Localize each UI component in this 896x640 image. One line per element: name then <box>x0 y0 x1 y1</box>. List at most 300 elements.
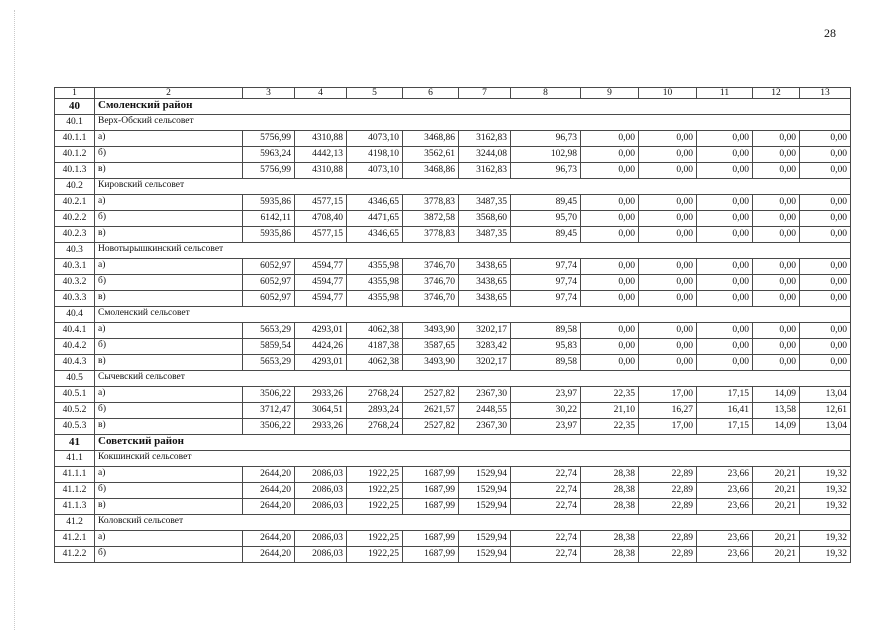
value-col-13: 0,00 <box>800 355 851 371</box>
row-code: 40.2.2 <box>55 211 95 227</box>
left-margin-rule <box>14 10 15 630</box>
column-header-9: 9 <box>581 88 639 99</box>
value-col-13: 0,00 <box>800 291 851 307</box>
council-code: 41.2 <box>55 515 95 531</box>
value-col-10: 22,89 <box>639 547 697 563</box>
value-col-8: 89,45 <box>511 227 581 243</box>
value-col-13: 0,00 <box>800 339 851 355</box>
row-label: а) <box>95 323 243 339</box>
value-col-4: 4310,88 <box>295 131 347 147</box>
value-col-12: 20,21 <box>753 547 800 563</box>
row-code: 41.2.1 <box>55 531 95 547</box>
value-col-5: 4355,98 <box>347 259 403 275</box>
value-col-8: 95,70 <box>511 211 581 227</box>
value-col-10: 0,00 <box>639 259 697 275</box>
table-row <box>55 195 851 211</box>
value-col-9: 22,35 <box>581 419 639 435</box>
value-col-7: 3438,65 <box>459 291 511 307</box>
value-col-4: 4594,77 <box>295 259 347 275</box>
district-row <box>55 99 851 115</box>
council-code: 40.5 <box>55 371 95 387</box>
table-row <box>55 483 851 499</box>
tariff-table-container <box>54 87 850 563</box>
value-col-4: 2933,26 <box>295 387 347 403</box>
value-col-5: 1922,25 <box>347 531 403 547</box>
value-col-5: 4062,38 <box>347 323 403 339</box>
value-col-13: 19,32 <box>800 547 851 563</box>
value-col-10: 22,89 <box>639 531 697 547</box>
value-col-12: 0,00 <box>753 163 800 179</box>
value-col-3: 5963,24 <box>243 147 295 163</box>
value-col-10: 0,00 <box>639 275 697 291</box>
value-col-5: 2768,24 <box>347 387 403 403</box>
council-code: 40.1 <box>55 115 95 131</box>
row-code: 41.1.3 <box>55 499 95 515</box>
value-col-7: 1529,94 <box>459 483 511 499</box>
value-col-9: 28,38 <box>581 483 639 499</box>
value-col-12: 20,21 <box>753 499 800 515</box>
row-code: 40.3.1 <box>55 259 95 275</box>
value-col-12: 13,58 <box>753 403 800 419</box>
row-label: а) <box>95 387 243 403</box>
value-col-9: 0,00 <box>581 291 639 307</box>
value-col-5: 4355,98 <box>347 291 403 307</box>
value-col-3: 5859,54 <box>243 339 295 355</box>
value-col-3: 6142,11 <box>243 211 295 227</box>
value-col-10: 0,00 <box>639 323 697 339</box>
value-col-6: 3493,90 <box>403 355 459 371</box>
row-code: 40.3.2 <box>55 275 95 291</box>
value-col-10: 0,00 <box>639 147 697 163</box>
column-header-1: 1 <box>55 88 95 99</box>
council-code: 40.4 <box>55 307 95 323</box>
table-row <box>55 355 851 371</box>
value-col-5: 1922,25 <box>347 467 403 483</box>
value-col-5: 4471,65 <box>347 211 403 227</box>
value-col-6: 1687,99 <box>403 531 459 547</box>
value-col-10: 0,00 <box>639 227 697 243</box>
value-col-13: 0,00 <box>800 211 851 227</box>
header-row <box>55 88 851 99</box>
row-code: 40.3.3 <box>55 291 95 307</box>
column-header-10: 10 <box>639 88 697 99</box>
table-body <box>55 88 851 563</box>
column-header-4: 4 <box>295 88 347 99</box>
value-col-8: 89,58 <box>511 323 581 339</box>
council-row <box>55 179 851 195</box>
value-col-9: 0,00 <box>581 227 639 243</box>
column-header-8: 8 <box>511 88 581 99</box>
tariff-table <box>54 87 851 563</box>
row-label: в) <box>95 227 243 243</box>
value-col-3: 3506,22 <box>243 419 295 435</box>
value-col-7: 3568,60 <box>459 211 511 227</box>
council-name: Верх-Обский сельсовет <box>95 115 851 131</box>
value-col-13: 13,04 <box>800 387 851 403</box>
value-col-6: 1687,99 <box>403 483 459 499</box>
value-col-9: 0,00 <box>581 275 639 291</box>
value-col-13: 0,00 <box>800 275 851 291</box>
value-col-3: 6052,97 <box>243 275 295 291</box>
table-row <box>55 467 851 483</box>
value-col-5: 4062,38 <box>347 355 403 371</box>
value-col-6: 2527,82 <box>403 419 459 435</box>
value-col-9: 0,00 <box>581 339 639 355</box>
value-col-12: 0,00 <box>753 259 800 275</box>
value-col-4: 4594,77 <box>295 291 347 307</box>
value-col-8: 97,74 <box>511 291 581 307</box>
value-col-4: 4424,26 <box>295 339 347 355</box>
value-col-7: 3487,35 <box>459 195 511 211</box>
value-col-9: 0,00 <box>581 211 639 227</box>
value-col-8: 22,74 <box>511 483 581 499</box>
value-col-10: 17,00 <box>639 419 697 435</box>
value-col-10: 0,00 <box>639 355 697 371</box>
value-col-3: 5756,99 <box>243 163 295 179</box>
value-col-13: 0,00 <box>800 323 851 339</box>
value-col-7: 2367,30 <box>459 387 511 403</box>
value-col-10: 17,00 <box>639 387 697 403</box>
value-col-10: 0,00 <box>639 131 697 147</box>
value-col-12: 20,21 <box>753 483 800 499</box>
value-col-11: 0,00 <box>697 339 753 355</box>
value-col-3: 3712,47 <box>243 403 295 419</box>
table-row <box>55 419 851 435</box>
value-col-11: 0,00 <box>697 291 753 307</box>
value-col-13: 0,00 <box>800 259 851 275</box>
value-col-4: 3064,51 <box>295 403 347 419</box>
value-col-13: 0,00 <box>800 163 851 179</box>
value-col-7: 3244,08 <box>459 147 511 163</box>
value-col-11: 0,00 <box>697 227 753 243</box>
row-code: 40.4.3 <box>55 355 95 371</box>
value-col-5: 2768,24 <box>347 419 403 435</box>
value-col-9: 0,00 <box>581 355 639 371</box>
value-col-9: 0,00 <box>581 195 639 211</box>
page-number: 28 <box>824 26 836 40</box>
value-col-4: 2933,26 <box>295 419 347 435</box>
table-row <box>55 147 851 163</box>
value-col-11: 23,66 <box>697 547 753 563</box>
column-header-12: 12 <box>753 88 800 99</box>
row-code: 40.5.3 <box>55 419 95 435</box>
value-col-12: 14,09 <box>753 419 800 435</box>
table-row <box>55 339 851 355</box>
value-col-12: 0,00 <box>753 211 800 227</box>
value-col-6: 2527,82 <box>403 387 459 403</box>
value-col-8: 30,22 <box>511 403 581 419</box>
value-col-8: 102,98 <box>511 147 581 163</box>
value-col-11: 0,00 <box>697 195 753 211</box>
value-col-6: 3468,86 <box>403 131 459 147</box>
value-col-6: 3493,90 <box>403 323 459 339</box>
value-col-3: 3506,22 <box>243 387 295 403</box>
value-col-10: 0,00 <box>639 339 697 355</box>
value-col-11: 0,00 <box>697 355 753 371</box>
council-row <box>55 243 851 259</box>
value-col-3: 5756,99 <box>243 131 295 147</box>
council-name: Новотырышкинский сельсовет <box>95 243 851 259</box>
value-col-9: 22,35 <box>581 387 639 403</box>
value-col-3: 5935,86 <box>243 227 295 243</box>
value-col-4: 2086,03 <box>295 467 347 483</box>
value-col-10: 0,00 <box>639 291 697 307</box>
value-col-4: 4293,01 <box>295 355 347 371</box>
value-col-8: 96,73 <box>511 163 581 179</box>
value-col-7: 3202,17 <box>459 323 511 339</box>
value-col-3: 2644,20 <box>243 467 295 483</box>
value-col-8: 89,58 <box>511 355 581 371</box>
value-col-5: 1922,25 <box>347 547 403 563</box>
value-col-13: 12,61 <box>800 403 851 419</box>
value-col-8: 95,83 <box>511 339 581 355</box>
value-col-6: 1687,99 <box>403 547 459 563</box>
value-col-5: 4355,98 <box>347 275 403 291</box>
value-col-6: 3746,70 <box>403 291 459 307</box>
value-col-5: 4073,10 <box>347 163 403 179</box>
council-name: Сычевский сельсовет <box>95 371 851 387</box>
value-col-4: 2086,03 <box>295 483 347 499</box>
value-col-4: 2086,03 <box>295 547 347 563</box>
council-code: 41.1 <box>55 451 95 467</box>
value-col-9: 28,38 <box>581 467 639 483</box>
value-col-12: 0,00 <box>753 147 800 163</box>
council-row <box>55 115 851 131</box>
row-label: а) <box>95 259 243 275</box>
value-col-12: 20,21 <box>753 531 800 547</box>
row-code: 40.2.1 <box>55 195 95 211</box>
council-name: Коловский сельсовет <box>95 515 851 531</box>
value-col-9: 28,38 <box>581 499 639 515</box>
value-col-11: 23,66 <box>697 483 753 499</box>
value-col-3: 2644,20 <box>243 547 295 563</box>
value-col-9: 0,00 <box>581 147 639 163</box>
value-col-11: 0,00 <box>697 211 753 227</box>
value-col-10: 22,89 <box>639 467 697 483</box>
value-col-12: 0,00 <box>753 275 800 291</box>
row-label: б) <box>95 403 243 419</box>
value-col-7: 1529,94 <box>459 499 511 515</box>
value-col-11: 0,00 <box>697 259 753 275</box>
table-row <box>55 531 851 547</box>
row-code: 40.1.3 <box>55 163 95 179</box>
value-col-11: 17,15 <box>697 387 753 403</box>
value-col-7: 2448,55 <box>459 403 511 419</box>
value-col-10: 22,89 <box>639 483 697 499</box>
value-col-9: 28,38 <box>581 531 639 547</box>
value-col-3: 6052,97 <box>243 259 295 275</box>
value-col-8: 96,73 <box>511 131 581 147</box>
district-name: Советский район <box>95 435 851 451</box>
column-header-7: 7 <box>459 88 511 99</box>
row-label: б) <box>95 147 243 163</box>
value-col-5: 1922,25 <box>347 483 403 499</box>
value-col-9: 0,00 <box>581 323 639 339</box>
value-col-4: 4594,77 <box>295 275 347 291</box>
value-col-9: 28,38 <box>581 547 639 563</box>
row-label: б) <box>95 547 243 563</box>
value-col-13: 19,32 <box>800 483 851 499</box>
value-col-6: 3587,65 <box>403 339 459 355</box>
value-col-7: 1529,94 <box>459 547 511 563</box>
value-col-12: 0,00 <box>753 355 800 371</box>
value-col-3: 2644,20 <box>243 499 295 515</box>
value-col-3: 5935,86 <box>243 195 295 211</box>
value-col-5: 1922,25 <box>347 499 403 515</box>
value-col-8: 22,74 <box>511 467 581 483</box>
value-col-8: 97,74 <box>511 259 581 275</box>
value-col-7: 3487,35 <box>459 227 511 243</box>
value-col-11: 23,66 <box>697 499 753 515</box>
table-row <box>55 547 851 563</box>
value-col-5: 2893,24 <box>347 403 403 419</box>
value-col-12: 0,00 <box>753 323 800 339</box>
value-col-4: 4442,13 <box>295 147 347 163</box>
row-code: 40.5.1 <box>55 387 95 403</box>
row-label: а) <box>95 467 243 483</box>
district-name: Смоленский район <box>95 99 851 115</box>
column-header-11: 11 <box>697 88 753 99</box>
value-col-7: 3438,65 <box>459 259 511 275</box>
value-col-4: 4577,15 <box>295 227 347 243</box>
row-label: б) <box>95 211 243 227</box>
table-row <box>55 499 851 515</box>
value-col-5: 4346,65 <box>347 195 403 211</box>
table-row <box>55 323 851 339</box>
table-row <box>55 275 851 291</box>
row-label: в) <box>95 419 243 435</box>
value-col-10: 0,00 <box>639 211 697 227</box>
row-code: 41.1.2 <box>55 483 95 499</box>
value-col-7: 3202,17 <box>459 355 511 371</box>
value-col-7: 3283,42 <box>459 339 511 355</box>
value-col-11: 16,41 <box>697 403 753 419</box>
council-row <box>55 515 851 531</box>
council-code: 40.3 <box>55 243 95 259</box>
value-col-3: 5653,29 <box>243 355 295 371</box>
value-col-8: 22,74 <box>511 499 581 515</box>
value-col-12: 0,00 <box>753 339 800 355</box>
value-col-11: 0,00 <box>697 147 753 163</box>
row-code: 40.4.2 <box>55 339 95 355</box>
value-col-6: 3562,61 <box>403 147 459 163</box>
value-col-4: 4310,88 <box>295 163 347 179</box>
column-header-5: 5 <box>347 88 403 99</box>
table-row <box>55 211 851 227</box>
value-col-7: 1529,94 <box>459 531 511 547</box>
row-label: в) <box>95 355 243 371</box>
value-col-13: 13,04 <box>800 419 851 435</box>
value-col-12: 0,00 <box>753 291 800 307</box>
row-label: б) <box>95 339 243 355</box>
value-col-9: 0,00 <box>581 163 639 179</box>
value-col-8: 23,97 <box>511 419 581 435</box>
value-col-13: 19,32 <box>800 499 851 515</box>
value-col-10: 0,00 <box>639 195 697 211</box>
value-col-4: 4577,15 <box>295 195 347 211</box>
value-col-6: 3872,58 <box>403 211 459 227</box>
value-col-12: 0,00 <box>753 131 800 147</box>
value-col-12: 0,00 <box>753 195 800 211</box>
value-col-6: 1687,99 <box>403 467 459 483</box>
value-col-8: 22,74 <box>511 547 581 563</box>
value-col-3: 6052,97 <box>243 291 295 307</box>
council-row <box>55 371 851 387</box>
council-name: Кокшинский сельсовет <box>95 451 851 467</box>
value-col-7: 3162,83 <box>459 131 511 147</box>
value-col-6: 3746,70 <box>403 259 459 275</box>
table-row <box>55 259 851 275</box>
value-col-10: 22,89 <box>639 499 697 515</box>
row-label: б) <box>95 275 243 291</box>
value-col-10: 16,27 <box>639 403 697 419</box>
row-code: 41.2.2 <box>55 547 95 563</box>
value-col-7: 2367,30 <box>459 419 511 435</box>
value-col-11: 0,00 <box>697 275 753 291</box>
council-row <box>55 307 851 323</box>
value-col-6: 3778,83 <box>403 227 459 243</box>
value-col-13: 0,00 <box>800 147 851 163</box>
value-col-8: 89,45 <box>511 195 581 211</box>
council-row <box>55 451 851 467</box>
value-col-6: 1687,99 <box>403 499 459 515</box>
council-code: 40.2 <box>55 179 95 195</box>
value-col-13: 0,00 <box>800 131 851 147</box>
value-col-6: 2621,57 <box>403 403 459 419</box>
value-col-4: 4708,40 <box>295 211 347 227</box>
row-code: 40.1.1 <box>55 131 95 147</box>
council-name: Смоленский сельсовет <box>95 307 851 323</box>
row-code: 40.4.1 <box>55 323 95 339</box>
row-label: а) <box>95 131 243 147</box>
table-row <box>55 403 851 419</box>
value-col-5: 4073,10 <box>347 131 403 147</box>
value-col-7: 3162,83 <box>459 163 511 179</box>
row-code: 40.5.2 <box>55 403 95 419</box>
table-row <box>55 163 851 179</box>
value-col-8: 23,97 <box>511 387 581 403</box>
row-label: в) <box>95 291 243 307</box>
value-col-13: 0,00 <box>800 195 851 211</box>
value-col-8: 97,74 <box>511 275 581 291</box>
value-col-12: 20,21 <box>753 467 800 483</box>
value-col-6: 3468,86 <box>403 163 459 179</box>
value-col-11: 23,66 <box>697 467 753 483</box>
value-col-7: 3438,65 <box>459 275 511 291</box>
value-col-11: 17,15 <box>697 419 753 435</box>
value-col-12: 0,00 <box>753 227 800 243</box>
row-label: в) <box>95 163 243 179</box>
table-row <box>55 387 851 403</box>
value-col-3: 2644,20 <box>243 483 295 499</box>
row-label: б) <box>95 483 243 499</box>
column-header-6: 6 <box>403 88 459 99</box>
column-header-13: 13 <box>800 88 851 99</box>
value-col-11: 0,00 <box>697 163 753 179</box>
column-header-2: 2 <box>95 88 243 99</box>
value-col-11: 0,00 <box>697 131 753 147</box>
value-col-13: 19,32 <box>800 467 851 483</box>
row-label: а) <box>95 531 243 547</box>
value-col-5: 4346,65 <box>347 227 403 243</box>
value-col-6: 3746,70 <box>403 275 459 291</box>
table-row <box>55 131 851 147</box>
district-code: 40 <box>55 99 95 115</box>
value-col-4: 2086,03 <box>295 531 347 547</box>
row-label: а) <box>95 195 243 211</box>
row-code: 40.2.3 <box>55 227 95 243</box>
council-name: Кировский сельсовет <box>95 179 851 195</box>
